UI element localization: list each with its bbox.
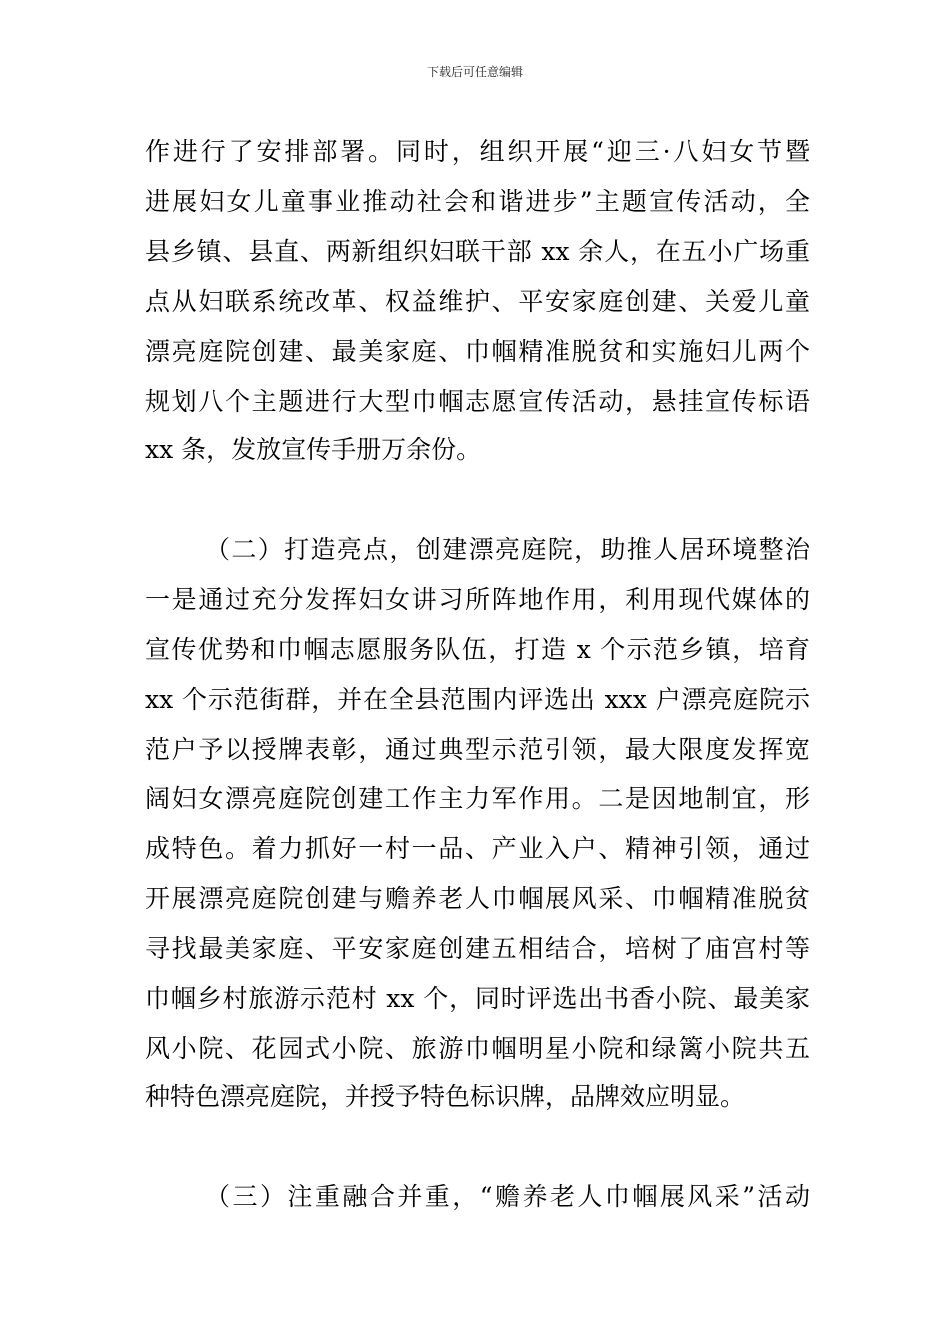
text-line: 漂亮庭院创建、最美家庭、巾帼精准脱贫和实施妇儿两个	[145, 337, 810, 366]
section-heading: （三）注重融合并重，“赡养老人巾帼展风采”活动	[205, 1182, 810, 1211]
text-line: 规划八个主题进行大型巾帼志愿宣传活动，悬挂宣传标语	[145, 387, 810, 416]
text-line: 点从妇联系统改革、权益维护、平安家庭创建、关爱儿童	[145, 287, 810, 316]
text-line: 一是通过充分发挥妇女讲习所阵地作用，利用现代媒体的	[145, 585, 810, 614]
text-line: 巾帼乡村旅游示范村 xx 个，同时评选出书香小院、最美家	[145, 984, 810, 1013]
text-line: 作进行了安排部署。同时，组织开展“迎三·八妇女节暨	[145, 137, 810, 166]
text-line: 阔妇女漂亮庭院创建工作主力军作用。二是因地制宜，形	[145, 784, 810, 813]
text-line: xx 个示范街群，并在全县范围内评选出 xxx 户漂亮庭院示	[145, 685, 810, 714]
section-heading: （二）打造亮点，创建漂亮庭院，助推人居环境整治	[205, 535, 810, 564]
text-line: xx 条，发放宣传手册万余份。	[145, 435, 482, 464]
text-line: 种特色漂亮庭院，并授予特色标识牌，品牌效应明显。	[145, 1082, 746, 1111]
text-line: 宣传优势和巾帼志愿服务队伍，打造 x 个示范乡镇，培育	[145, 635, 810, 664]
page-header: 下载后可任意编辑	[426, 65, 523, 79]
text-line: 范户予以授牌表彰，通过典型示范引领，最大限度发挥宽	[145, 735, 810, 764]
text-line: 成特色。着力抓好一村一品、产业入户、精神引领，通过	[145, 834, 810, 863]
text-line: 县乡镇、县直、两新组织妇联干部 xx 余人，在五小广场重	[145, 237, 810, 266]
text-line: 进展妇女儿童事业推动社会和谐进步”主题宣传活动，全	[145, 187, 810, 216]
text-line: 风小院、花园式小院、旅游巾帼明星小院和绿篱小院共五	[145, 1034, 810, 1063]
text-line: 开展漂亮庭院创建与赡养老人巾帼展风采、巾帼精准脱贫	[145, 884, 810, 913]
text-line: 寻找最美家庭、平安家庭创建五相结合，培树了庙宫村等	[145, 934, 810, 963]
